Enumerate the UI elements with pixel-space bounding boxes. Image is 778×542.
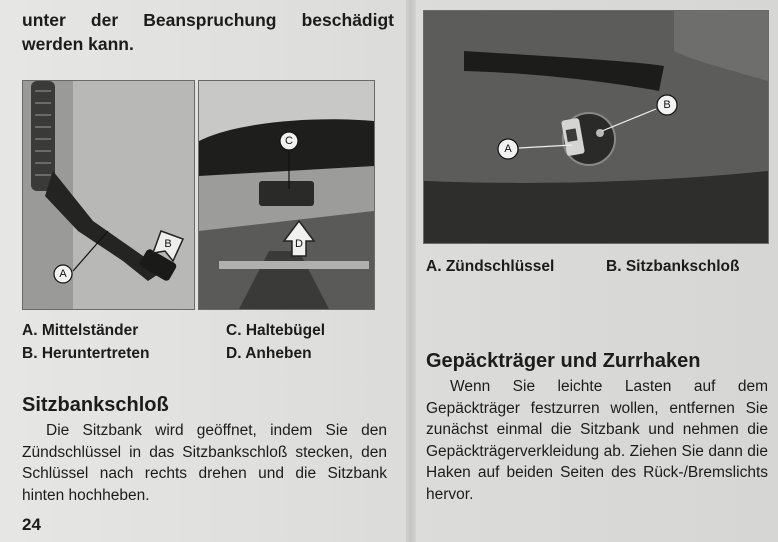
heading-sitzbankschloss: Sitzbankschloß <box>22 394 169 416</box>
label-b: B <box>164 238 172 250</box>
photo-seat-handle <box>198 80 375 310</box>
paragraph-gepaecktraeger: Wenn Sie leichte Lasten auf dem Gepäckträger festzurren wollen, entfernen Sie zunächst einmal die Sitzbank und nehmen die Gepäckträgerverkleidung ab. Ziehen Sie dann die Haken auf beiden Seiten des Rück-/Bremslichts hervor. <box>426 378 768 503</box>
photo-seat-lock <box>423 10 769 244</box>
caption-d: D. Anheben <box>226 345 312 362</box>
intro-text: unter der Beanspruchung beschädigt werden kann. <box>22 10 394 54</box>
label-c: C <box>285 135 293 147</box>
paragraph-sitzbankschloss: Die Sitzbank wird geöffnet, indem Sie den Zündschlüssel in das Sitzbankschloß stecken, den Schlüssel nach rechts drehen und die Sitzbank hinten hochheben. <box>22 422 387 504</box>
caption-a: A. Mittelständer <box>22 322 139 339</box>
caption-right-a: A. Zündschlüssel <box>426 258 555 275</box>
caption-right-b: B. Sitzbankschloß <box>606 258 740 275</box>
page-gutter <box>406 0 416 542</box>
page-number: 24 <box>22 515 41 534</box>
label-right-b: B <box>663 99 671 111</box>
label-d: D <box>295 238 303 250</box>
label-right-a: A <box>504 143 512 155</box>
caption-c: C. Haltebügel <box>226 322 326 339</box>
caption-b: B. Heruntertreten <box>22 345 150 362</box>
photo-center-stand <box>22 80 195 310</box>
label-a: A <box>59 268 67 280</box>
heading-gepaecktraeger: Gepäckträger und Zurrhaken <box>426 350 701 372</box>
